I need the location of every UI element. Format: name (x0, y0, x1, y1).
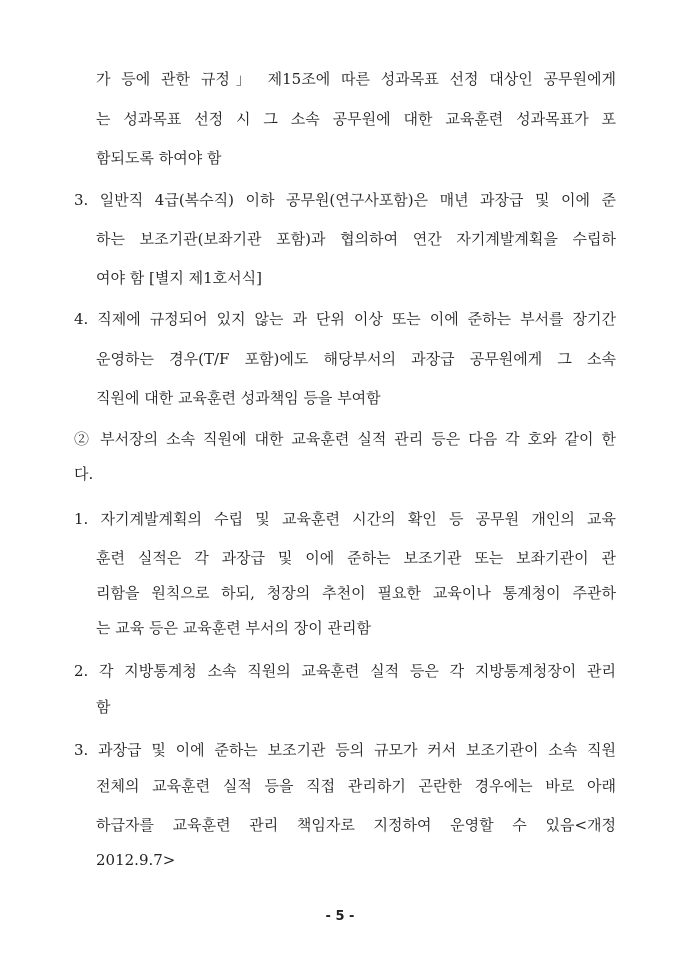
text-line-3: 함되도록 하여야 함 (96, 149, 222, 167)
item-4-line-2: 운영하는 경우(T/F 포함)에도 해당부서의 과장급 공무원에게 그 소속 (96, 350, 616, 368)
paragraph-2-line-2: 다. (74, 465, 94, 483)
item-1-line-3: 리함을 원칙으로 하되, 청장의 추천이 필요한 교육이나 통계청이 주관하 (96, 584, 616, 602)
item-4-line-1: 4. 직제에 규정되어 있지 않는 과 단위 이상 또는 이에 준하는 부서를 장기간 (74, 310, 616, 328)
item-3-line-1: 3. 일반직 4급(복수직) 이하 공무원(연구사포함)은 매년 과장급 및 이에 준 (74, 191, 616, 209)
item-3b-line-2: 전체의 교육훈련 실적 등을 직접 관리하기 곤란한 경우에는 바로 아래 (96, 777, 616, 795)
item-3b-line-3: 하급자를 교육훈련 관리 책임자로 지정하여 운영할 수 있음<개정 (96, 816, 616, 834)
item-4-line-3: 직원에 대한 교육훈련 성과책임 등을 부여함 (96, 389, 381, 407)
item-3b-line-4: 2012.9.7> (96, 851, 176, 869)
page-number: - 5 - (325, 909, 355, 924)
item-3b-line-1: 3. 과장급 및 이에 준하는 보조기관 등의 규모가 커서 보조기관이 소속 직원 (74, 741, 616, 759)
item-1-line-1: 1. 자기계발계획의 수립 및 교육훈련 시간의 확인 등 공무원 개인의 교육 (74, 510, 616, 528)
item-2-line-1: 2. 각 지방통계청 소속 직원의 교육훈련 실적 등은 각 지방통계청장이 관리 (74, 662, 616, 680)
item-3-line-2: 하는 보조기관(보좌기관 포함)과 협의하여 연간 자기계발계획을 수립하 (96, 230, 616, 248)
item-1-line-2: 훈련 실적은 각 과장급 및 이에 준하는 보조기관 또는 보좌기관이 관 (96, 549, 616, 567)
item-1-line-4: 는 교육 등은 교육훈련 부서의 장이 관리함 (96, 619, 371, 637)
text-line-1: 가 등에 관한 규정」 제15조에 따른 성과목표 선정 대상인 공무원에게 (96, 70, 616, 88)
paragraph-2-line-1: ② 부서장의 소속 직원에 대한 교육훈련 실적 관리 등은 다음 각 호와 같이 한 (74, 430, 616, 448)
item-3-line-3: 여야 함 [별지 제1호서식] (96, 269, 262, 287)
text-line-2: 는 성과목표 선정 시 그 소속 공무원에 대한 교육훈련 성과목표가 포 (96, 110, 616, 128)
item-2-line-2: 함 (96, 698, 111, 716)
